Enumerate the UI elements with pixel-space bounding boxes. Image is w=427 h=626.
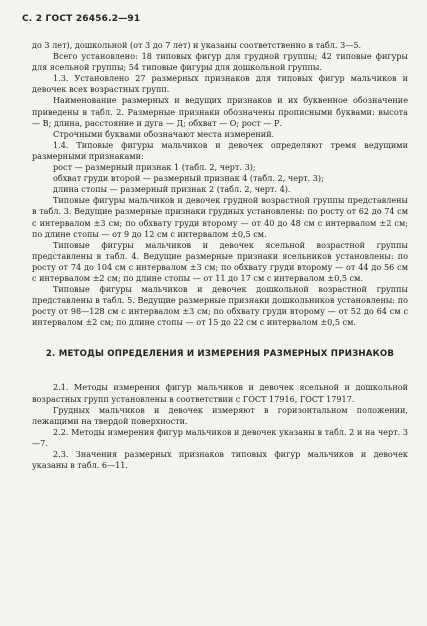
list-item: рост — размерный признак 1 (табл. 2, черт. 3); <box>53 162 256 173</box>
list-item: обхват груди второй — размерный признак 4 (табл. 2, черт. 3); <box>53 173 324 184</box>
list-item: длина стопы — размерный признак 2 (табл. 2, черт. 4). <box>53 184 291 195</box>
paragraph: Типовые фигуры мальчиков и девочек грудной возрастной группы представлены в табл. 3. Ведущие размерные признаки грудных установлены: по росту от 62 до 74 см с интервалом ±3 см; по обхвату груди второму — от 40 до 48 см с интервалом ±2 см; по длине стопы — от 9 до 12 см с интервалом ±0,5 см. <box>32 195 408 239</box>
paragraph: Типовые фигуры мальчиков и девочек дошкольной возрастной группы представлены в табл. 5. Ведущие размерные признаки дошкольников установлены: по росту от 98—128 см с интервалом ±3 см; по обхвату груди второму — от 52 до 64 см с интервалом ±2 см; по длине стопы — от 15 до 22 см с интервалом ±0,5 см. <box>32 284 408 328</box>
document-body <box>32 40 408 471</box>
paragraph: Строчными буквами обозначают места измерений. <box>53 128 275 139</box>
paragraph: до 3 лет), дошкольной (от 3 до 7 лет) и указаны соответственно в табл. 3—5. <box>32 40 362 50</box>
paragraph: 1.3. Установлено 27 размерных признаков для типовых фигур мальчиков и девочек всех возрастных групп. <box>32 73 408 95</box>
paragraph: Типовые фигуры мальчиков и девочек ясельной возрастной группы представлены в табл. 4. Ведущие размерные признаки ясельников установлены: по росту от 74 до 104 см с интервалом ±3 см; по обхвату груди второму — от 44 до 56 см с интервалом ±2 см; по длине стопы — от 11 до 17 см с интервалом ±0,5 см. <box>32 239 408 283</box>
paragraph: 2.1. Методы измерения фигур мальчиков и девочек ясельной и дошкольной возрастных групп установлены в соответствии с ГОСТ 17916, ГОСТ 17917. <box>32 382 408 404</box>
paragraph: Грудных мальчиков и девочек измеряют в горизонтальном положении, лежащими на твердой поверхности. <box>32 404 408 426</box>
paragraph: 2.2. Методы измерения фигур мальчиков и девочек указаны в табл. 2 и на черт. 3—7. <box>32 426 408 448</box>
page-header: С. 2 ГОСТ 26456.2—91 <box>22 14 141 24</box>
section-title: 2. МЕТОДЫ ОПРЕДЕЛЕНИЯ И ИЗМЕРЕНИЯ РАЗМЕРНЫХ ПРИЗНАКОВ <box>45 349 395 360</box>
paragraph: 1.4. Типовые фигуры мальчиков и девочек определяют тремя ведущими размерными признаками: <box>32 139 408 161</box>
paragraph: 2.3. Значения размерных признаков типовых фигур мальчиков и девочек указаны в табл. 6—11. <box>32 449 408 471</box>
paragraph: Наименование размерных и ведущих признаков и их буквенное обозначение приведены в табл. 2. Размерные признаки обозначены прописными буквами: высота — В; длина, расстояние и дуга — Д; обхват — О; рост — Р. <box>32 95 408 128</box>
paragraph: Всего установлено: 18 типовых фигур для грудной группы; 42 типовые фигуры для ясельной группы; 54 типовые фигуры для дошкольной группы. <box>32 51 408 73</box>
